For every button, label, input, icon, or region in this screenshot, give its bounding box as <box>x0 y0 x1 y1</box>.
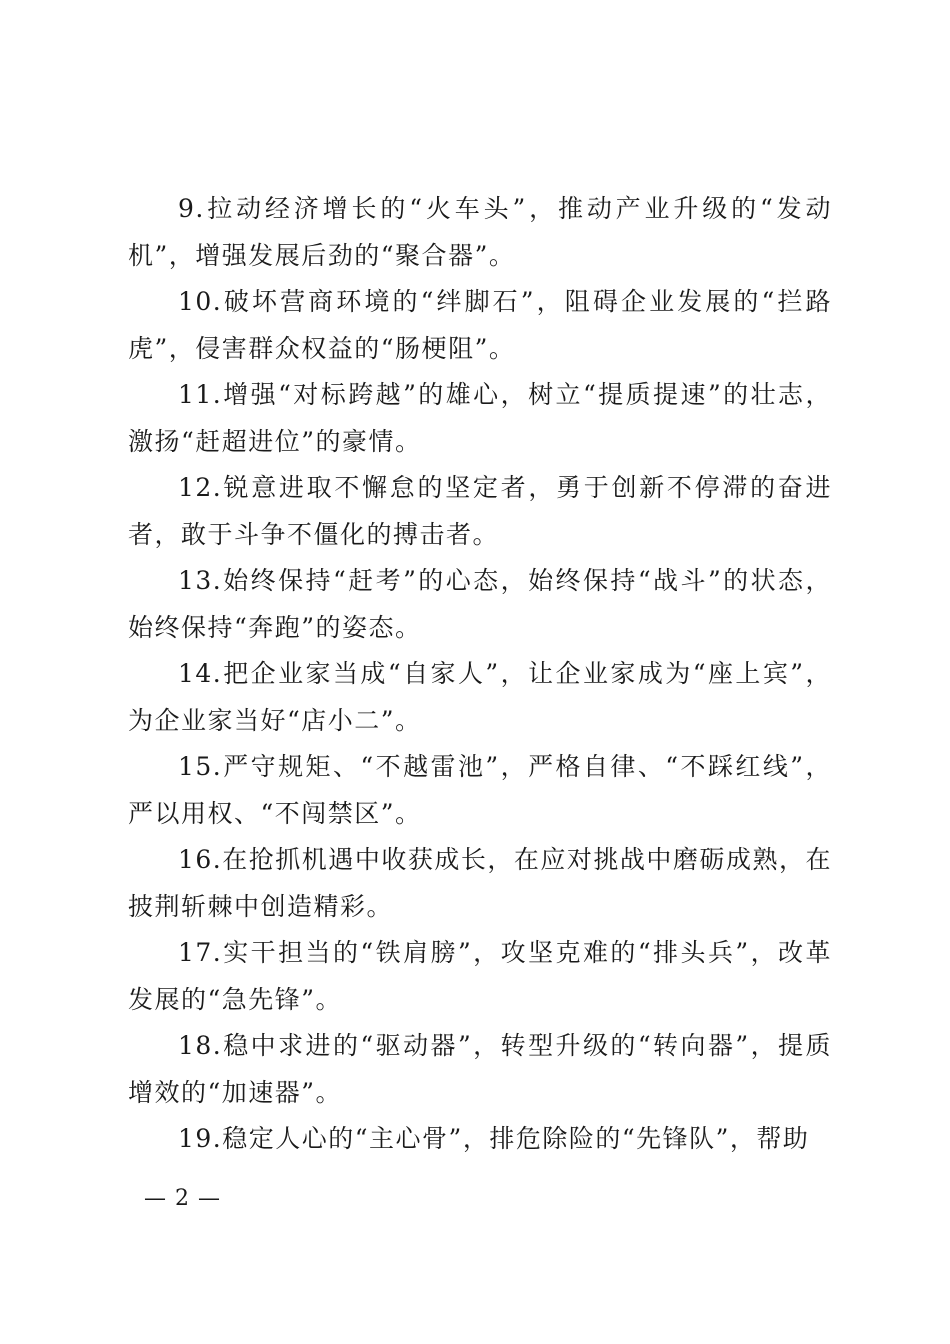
paragraph-16: 16.在抢抓机遇中收获成长，在应对挑战中磨砺成熟，在披荆斩棘中创造精彩。 <box>128 845 832 921</box>
paragraph-15: 15.严守规矩、“不越雷池”，严格自律、“不踩红线”，严以用权、“不闯禁区”。 <box>128 752 832 828</box>
paragraph-13: 13.始终保持“赶考”的心态，始终保持“战斗”的状态，始终保持“奔跑”的姿态。 <box>128 566 832 642</box>
paragraph-19: 19.稳定人心的“主心骨”，排危除险的“先锋队”，帮助 <box>178 1124 810 1153</box>
paragraph-9: 9.拉动经济增长的“火车头”，推动产业升级的“发动机”，增强发展后劲的“聚合器”。 <box>128 194 832 270</box>
paragraph-18: 18.稳中求进的“驱动器”，转型升级的“转向器”，提质增效的“加速器”。 <box>128 1031 832 1107</box>
paragraph-12: 12.锐意进取不懈怠的坚定者，勇于创新不停滞的奋进者，敢于斗争不僵化的搏击者。 <box>128 473 832 549</box>
paragraph-11: 11.增强“对标跨越”的雄心，树立“提质提速”的壮志，激扬“赶超进位”的豪情。 <box>128 380 832 456</box>
paragraph-10: 10.破坏营商环境的“绊脚石”，阻碍企业发展的“拦路虎”，侵害群众权益的“肠梗阻”。 <box>128 287 832 363</box>
paragraph-14: 14.把企业家当成“自家人”，让企业家成为“座上宾”，为企业家当好“店小二”。 <box>128 659 832 735</box>
paragraph-17: 17.实干担当的“铁肩膀”，攻坚克难的“排头兵”，改革发展的“急先锋”。 <box>128 938 832 1014</box>
document-body <box>128 186 832 1163</box>
page-number: — 2 — <box>144 1186 221 1211</box>
